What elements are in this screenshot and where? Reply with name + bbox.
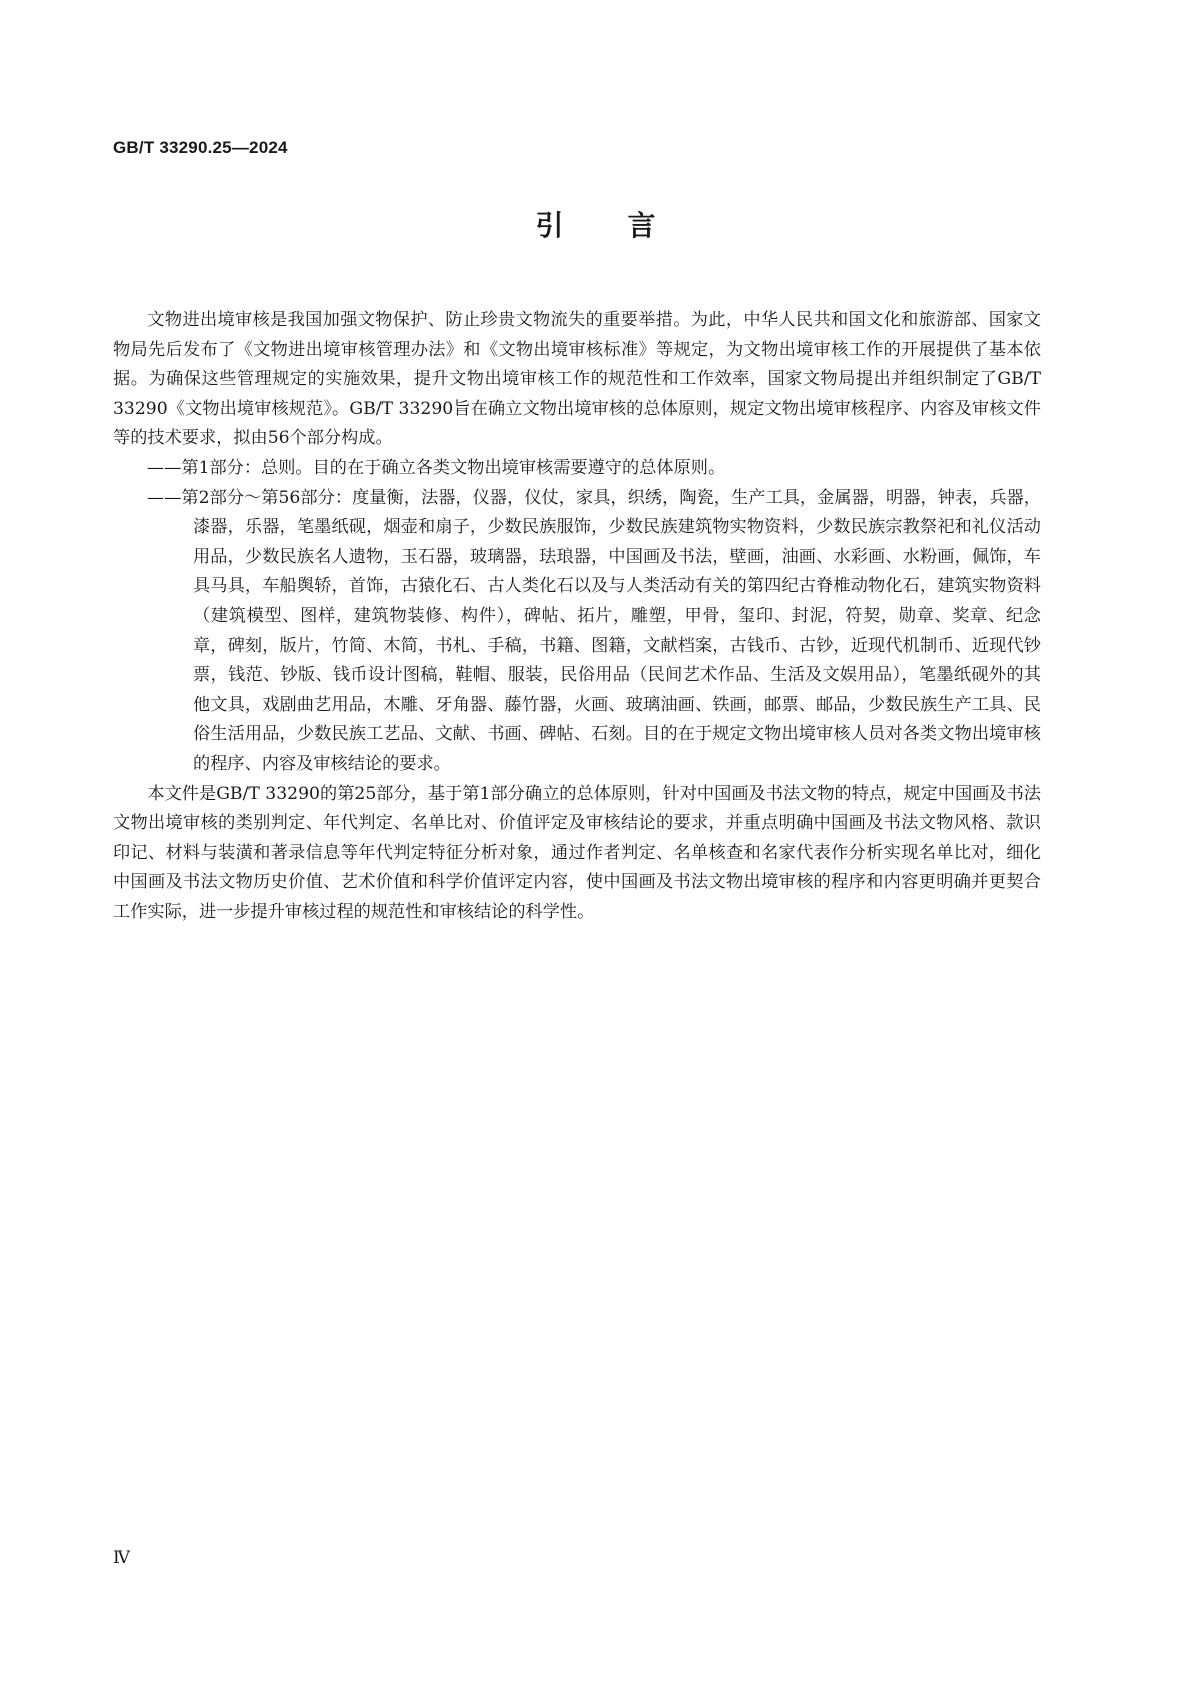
page-title [0,204,1191,244]
part-list-item-2: ——第2部分～第56部分：度量衡，法器，仪器，仪仗，家具，织绣，陶瓷，生产工具，金属器，明器，钟表，兵器，漆器，乐器，笔墨纸砚，烟壶和扇子，少数民族服饰，少数民族建筑物实物资料，少数民族宗教祭祀和礼仪活动用品，少数民族名人遗物，玉石器，玻璃器，珐琅器，中国画及书法，壁画，油画、水彩画、水粉画，佩饰，车具马具，车船舆轿，首饰，古猿化石、古人类化石以及与人类活动有关的第四纪古脊椎动物化石，建筑实物资料（建筑模型、图样，建筑物装修、构件），碑帖、拓片，雕塑，甲骨，玺印、封泥，符契，勋章、奖章、纪念章，碑刻，版片，竹简、木简，书札、手稿，书籍、图籍，文献档案，古钱币、古钞，近现代机制币、近现代钞票，钱范、钞版、钱币设计图稿，鞋帽、服装，民俗用品（民间艺术作品、生活及文娱用品），笔墨纸砚外的其他文具，戏剧曲艺用品，木雕、牙角器、藤竹器，火画、玻璃油画、铁画，邮票、邮品，少数民族生产工具、民俗生活用品，少数民族工艺品、文献、书画、碑帖、石刻。目的在于规定文物出境审核人员对各类文物出境审核的程序、内容及审核结论的要求。 [147,487,1041,774]
title-char-2: 言 [627,209,656,242]
intro-paragraph-2: 本文件是GB/T 33290的第25部分，基于第1部分确立的总体原则，针对中国画及书法文物的特点，规定中国画及书法文物出境审核的类别判定、年代判定、名单比对、价值评定及审核结论的要求，并重点明确中国画及书法文物风格、款识印记、材料与装潢和著录信息等年代判定特征分析对象，通过作者判定、名单核查和名家代表作分析实现名单比对，细化中国画及书法文物历史价值、艺术价值和科学价值评定内容，使中国画及书法文物出境审核的程序和内容更明确并更契合工作实际，进一步提升审核过程的规范性和审核结论的科学性。 [113,783,1041,922]
title-char-1: 引 [535,209,564,242]
standard-code: GB/T 33290.25—2024 [113,138,288,157]
intro-paragraph-1: 文物进出境审核是我国加强文物保护、防止珍贵文物流失的重要举措。为此，中华人民共和国文化和旅游部、国家文物局先后发布了《文物进出境审核管理办法》和《文物出境审核标准》等规定，为文物出境审核工作的开展提供了基本依据。为确保这些管理规定的实施效果，提升文物出境审核工作的规范性和工作效率，国家文物局提出并组织制定了GB/T 33290《文物出境审核规范》。GB/T 33290旨在确立文物出境审核的总体原则，规定文物出境审核程序、内容及审核文件等的技术要求，拟由56个部分构成。 [113,310,1041,449]
part-list-item-1: ——第1部分：总则。目的在于确立各类文物出境审核需要遵守的总体原则。 [147,457,726,478]
page-number: Ⅳ [113,1548,130,1568]
introduction-body [113,306,1041,927]
